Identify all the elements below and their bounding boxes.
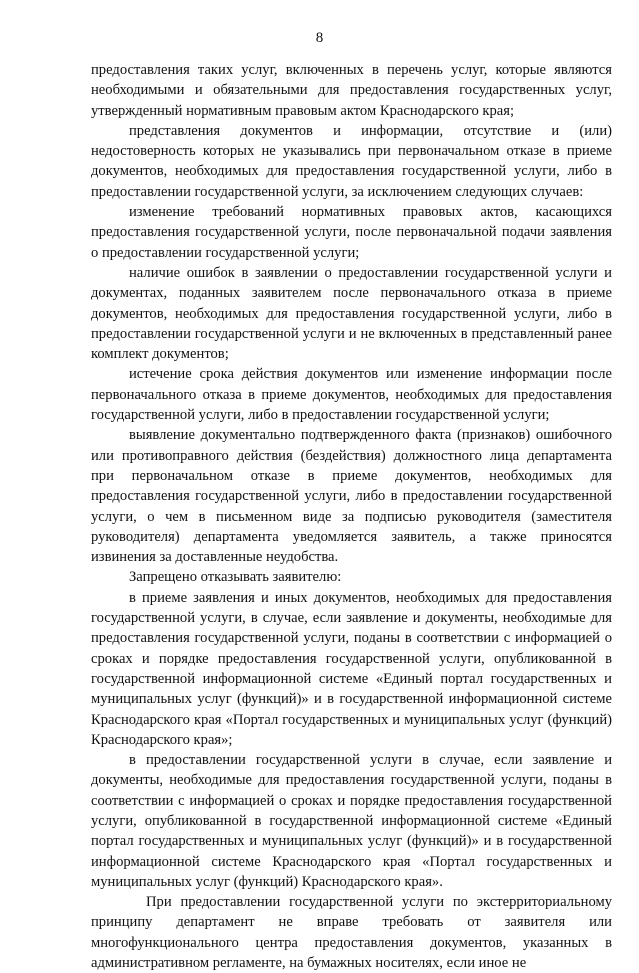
paragraph-errors-in-application: наличие ошибок в заявлении о предоставлении государственной услуги и документах, поданных заявителем после первоначального отказа в приеме документов, необходимых для предоставления государственной услуги, либо в предоставлении государственной услуги и не включенных в представленный ранее комплект документов;	[91, 264, 612, 363]
paragraph-continuation: предоставления таких услуг, включенных в перечень услуг, которые являются необходимыми и обязательными для предоставления государственных услуг, утвержденный нормативным правовым актом Краснодарского края;	[91, 62, 612, 119]
paragraph-refusal-prohibited: Запрещено отказывать заявителю:	[129, 569, 342, 586]
paragraph-erroneous-action: выявление документально подтвержденного факта (признаков) ошибочного или противоправного действия (бездействия) должностного лица департамента при первоначальном отказе в приеме документов, необходимых для предоставления государственной услуги, либо в предоставлении государственной услуги, о чем в письменном виде за подписью руководителя (заместителя руководителя) департамента уведомляется заявитель, а также приносятся извинения за доставленные неудобства.	[91, 427, 612, 566]
document-body	[91, 60, 612, 973]
paragraph-document-expiry: истечение срока действия документов или изменение информации после первоначального отказа в приеме документов, необходимых для предоставления государственной услуги, либо в предоставлении государственной услуги;	[91, 366, 612, 424]
page-number: 8	[315, 30, 324, 46]
paragraph-acceptance-refusal: в приеме заявления и иных документов, необходимых для предоставления государственной услуги, в случае, если заявление и документы, необходимые для предоставления государственной услуги, поданы в соответствии с информацией о сроках и порядке предоставления государственной услуги, опубликованной в государственной информационной системе «Единый портал государственных и муниципальных услуг (функций)» и в государственной информационной системе Краснодарского края «Портал государственных и муниципальных услуг (функций) Краснодарского края»;	[91, 589, 612, 748]
paragraph-documents-not-indicated: представления документов и информации, отсутствие и (или) недостоверность которых не указывались при первоначальном отказе в приеме документов, необходимых для предоставления государственной услуги, либо в предоставлении государственной услуги, за исключением следующих случаев:	[91, 122, 612, 200]
paragraph-service-refusal: в предоставлении государственной услуги в случае, если заявление и документы, необходимые для предоставления государственной услуги, поданы в соответствии с информацией о сроках и порядке предоставления государственной услуги, опубликованной в государственной информационной системе «Единый портал государственных и муниципальных услуг (функций)» и в государственной информационной системе Краснодарского края «Портал государственных и муниципальных услуг (функций) Краснодарского края».	[91, 752, 612, 890]
paragraph-extraterritorial: При предоставлении государственной услуги по экстерриториальному принципу департамент не вправе требовать от заявителя или многофункционального центра предоставления документов, указанных в административном регламенте, на бумажных носителях, если иное не	[91, 894, 612, 972]
paragraph-requirements-change: изменение требований нормативных правовых актов, касающихся предоставления государственной услуги, после первоначальной подачи заявления о предоставлении государственной услуги;	[91, 204, 612, 261]
